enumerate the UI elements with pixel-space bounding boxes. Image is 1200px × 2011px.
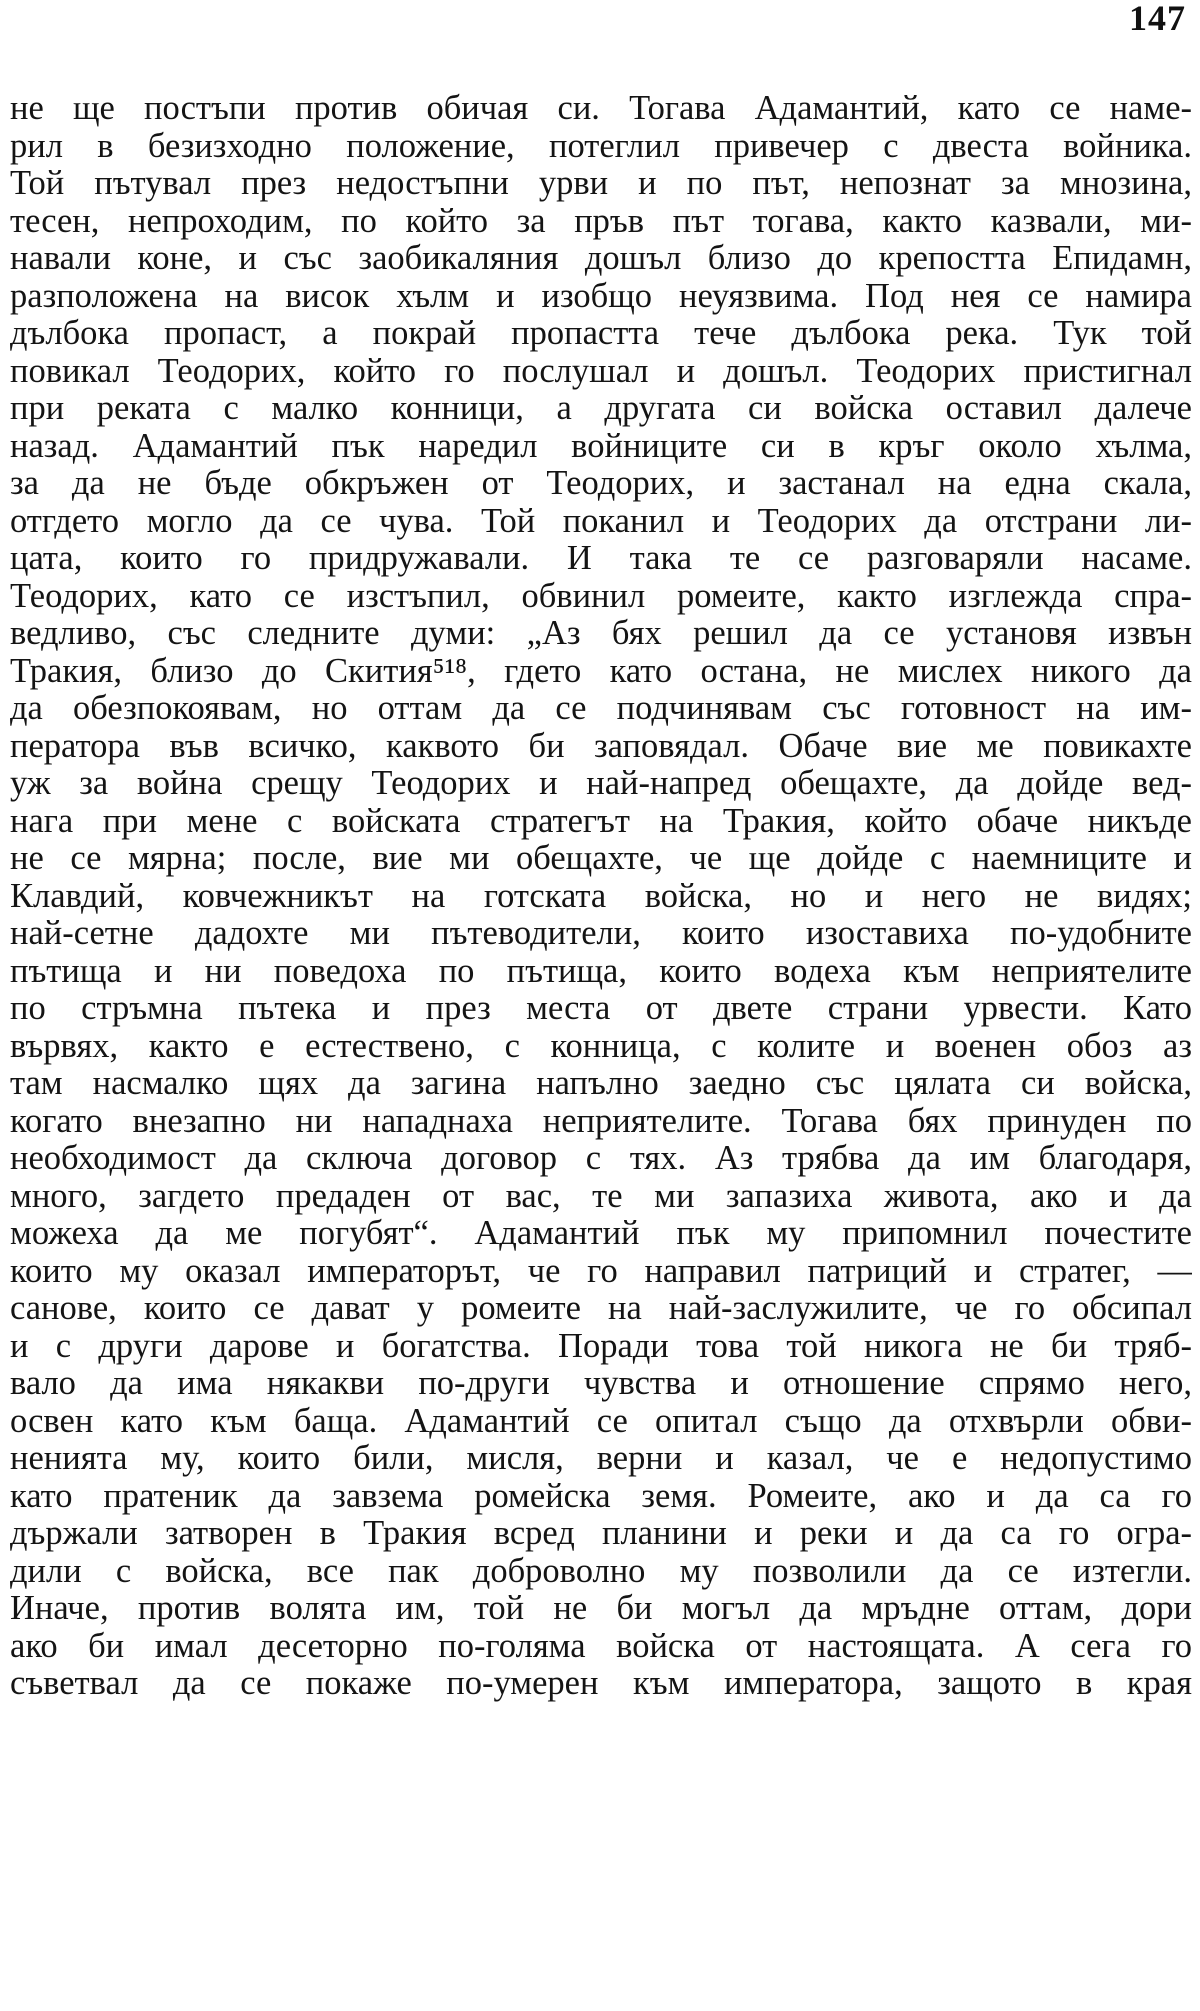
text-line: които му оказал императорът, че го направил патриций и стратег, — [10,1252,1192,1290]
text-line: ненията му, които били, мисля, верни и казал, че е недопустимо [10,1440,1192,1477]
text-line: много, загдето предаден от вас, те ми запазиха живота, ако и да [10,1177,1192,1215]
text-line: вървях, както е естествено, с конница, с колите и военен обоз аз [10,1027,1192,1065]
text-line: съветвал да се покаже по-умерен към императора, защото в края [10,1665,1192,1702]
text-line: държали затворен в Тракия всред планини и реки и да са го огра- [10,1515,1192,1552]
text-line: ведливо, със следните думи: „Аз бях решил да се установя извън [10,615,1192,652]
text-line: ператора във всичко, каквото би заповядал. Обаче вие ме повикахте [10,727,1192,765]
text-line: санове, които се дават у ромеите на най-заслужилите, че го обсипал [10,1290,1192,1327]
text-line: най-сетне дадохте ми пътеводители, които изоставиха по-удобните [10,915,1192,952]
text-line: Тракия, близо до Скития⁵¹⁸, гдето като остана, не мислех никого да [10,652,1192,690]
text-line: повикал Теодорих, който го послушал и дошъл. Теодорих пристигнал [10,352,1192,390]
text-line: ако би имал десеторно по-голяма войска от настоящата. А сега го [10,1627,1192,1665]
text-line: пътища и ни поведоха по пътища, които водеха към неприятелите [10,952,1192,990]
text-line: разположена на висок хълм и изобщо неуязвима. Под нея се намира [10,277,1192,315]
text-line: нага при мене с войската стратегът на Тракия, който обаче никъде [10,802,1192,840]
text-line: уж за война срещу Теодорих и най-напред обещахте, да дойде вед- [10,765,1192,802]
text-line: не се мярна; после, вие ми обещахте, че ще дойде с наемниците и [10,840,1192,877]
text-line: и с други дарове и богатства. Поради това той никога не би тряб- [10,1327,1192,1365]
body-text [10,90,1192,1703]
text-line: освен като към баща. Адамантий се опитал също да отхвърли обви- [10,1402,1192,1440]
text-line: необходимост да сключа договор с тях. Аз трябва да им благодаря, [10,1140,1192,1177]
text-line: Теодорих, като се изстъпил, обвинил ромеите, както изглежда спра- [10,577,1192,615]
text-line: тесен, непроходим, по който за пръв път тогава, както казвали, ми- [10,202,1192,240]
text-line: за да не бъде обкръжен от Теодорих, и застанал на една скала, [10,465,1192,502]
text-line: назад. Адамантий пък наредил войниците си в кръг около хълма, [10,427,1192,465]
text-line: вало да има някакви по-други чувства и отношение спрямо него, [10,1365,1192,1402]
text-line: като пратеник да завзема ромейска земя. Ромеите, ако и да са го [10,1477,1192,1515]
text-line: там насмалко щях да загина напълно заедно със цялата си войска, [10,1065,1192,1102]
text-line: навали коне, и със заобикаляния дошъл близо до крепостта Епидамн, [10,240,1192,277]
text-line: да обезпокоявам, но оттам да се подчинявам със готовност на им- [10,690,1192,727]
text-line: дълбока пропаст, а покрай пропастта тече дълбока река. Тук той [10,315,1192,352]
text-line: отгдето могло да се чува. Той поканил и Теодорих да отстрани ли- [10,502,1192,540]
text-line: рил в безизходно положение, потеглил привечер с двеста войника. [10,127,1192,165]
page-number: 147 [1129,0,1186,38]
text-line: дили с войска, все пак доброволно му позволили да се изтегли. [10,1552,1192,1590]
text-line: Иначе, против волята им, той не би могъл да мръдне оттам, дори [10,1590,1192,1627]
text-line: по стръмна пътека и през места от двете страни урвести. Като [10,990,1192,1027]
text-line: можеха да ме погубят“. Адамантий пък му припомнил почестите [10,1215,1192,1252]
text-line: при реката с малко конници, а другата си войска оставил далече [10,390,1192,427]
text-line: Клавдий, ковчежникът на готската войска, но и него не видях; [10,877,1192,915]
text-line: не ще постъпи против обичая си. Тогава Адамантий, като се наме- [10,90,1192,127]
text-line: цата, които го придружавали. И така те се разговаряли насаме. [10,540,1192,577]
text-line: когато внезапно ни нападнаха неприятелите. Тогава бях принуден по [10,1102,1192,1140]
text-line: Той пътувал през недостъпни урви и по път, непознат за мнозина, [10,165,1192,202]
